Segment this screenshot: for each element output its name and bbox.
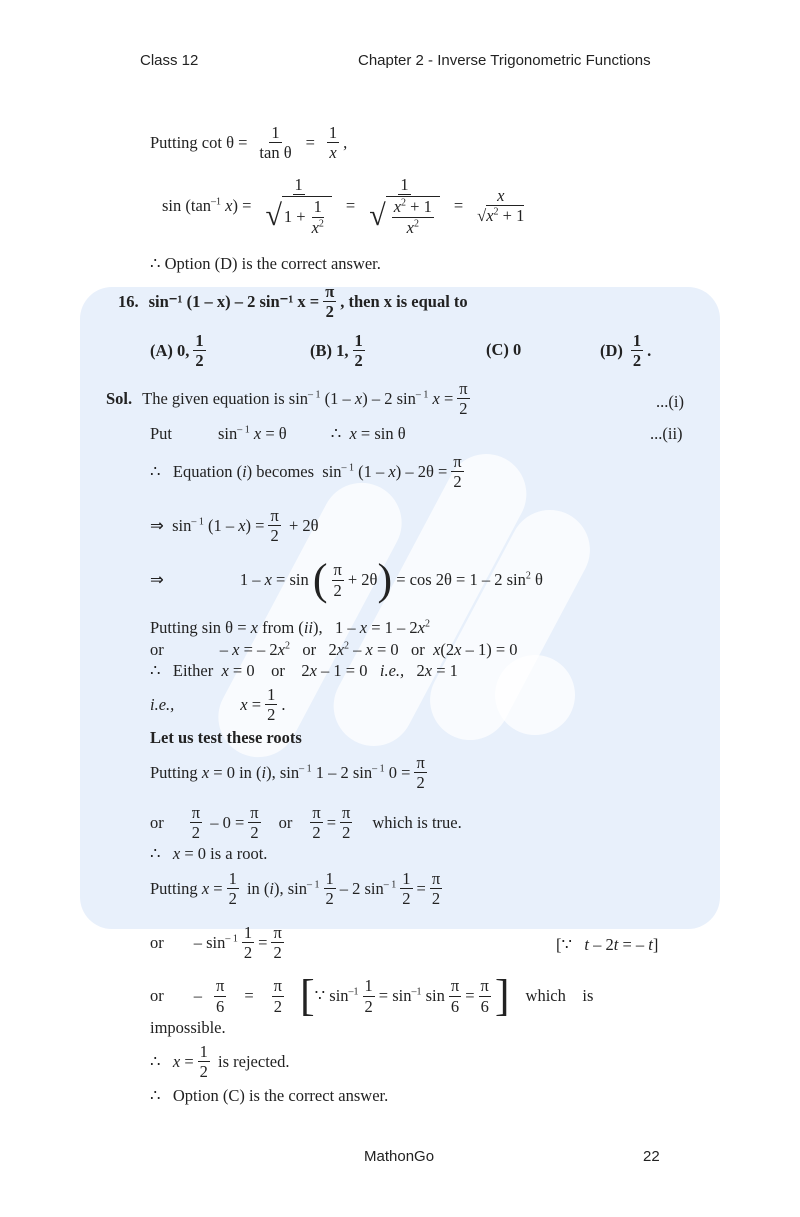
chapter-title: Chapter 2 - Inverse Trigonometric Functions <box>358 52 651 69</box>
sol-line-11: Putting x = 0 in (i), $\sin^{- 1} 1 - 2$ $\sin^{- 1} 0$ = $\frac{\pi}{2}$ <box>150 753 425 793</box>
fraction: $\frac{1}{\text{tan θ}}$ <box>259 123 292 163</box>
sol-line-2: Put $\sin^{- 1} x = \theta$ ∴ x = sin θ <box>150 424 406 443</box>
prev-line-cot: Putting cot θ = $\frac{1}{\text{tan θ}}$ = $\frac{1}{x}$ , <box>150 123 348 163</box>
fraction: $\frac{x}{√x^2 + 1}$ <box>477 186 525 226</box>
option-d: (D) $\frac{1}{2}$ . <box>600 331 652 371</box>
sol-line-8: ∴ Either x = 0 or 2x – 1 = 0 i.e., 2x = 1 <box>150 661 458 680</box>
option-a: (A) 0, $\frac{1}{2}$ <box>150 331 204 371</box>
class-label: Class 12 <box>140 52 199 69</box>
sol-line-12: or $\frac{\pi}{2}$ – 0 = $\frac{\pi}{2}$ or $\frac{\pi}{2}$ = $\frac{\pi}{2}$ which is true. <box>150 803 462 843</box>
question-16: 16. sin⁻¹ (1 – x) – 2 sin⁻¹ x = $\frac{\pi}{2}$ , then x is equal to <box>118 282 468 322</box>
sol-line-13: ∴ x = 0 is a root. <box>150 844 268 863</box>
option-c: (C) 0 <box>486 340 522 359</box>
text: Putting cot θ = <box>150 132 248 152</box>
equation-tag-ii: ...(ii) <box>650 424 683 443</box>
sol-line-14: Putting x = $\frac{1}{2}$ in (i), $\sin^{- 1}$ $\frac{1}{2}$ – 2 $\sin^{- 1}$ $\frac{1}{2}$ = $\frac{\pi}{2}$ <box>150 869 441 909</box>
sol-line-9: i.e., x = $\frac{1}{2}$ . <box>150 685 286 725</box>
sol-line-4: ⇒ $\sin^{- 1} (1 - x)$ = $\frac{\pi}{2}$ + 2θ <box>150 506 319 546</box>
option-b: (B) 1, $\frac{1}{2}$ <box>310 331 363 371</box>
fraction: $\frac{1}{x}$ <box>328 123 338 163</box>
sol-line-16b: impossible. <box>150 1018 226 1037</box>
fraction: 1 √ $\frac{x^2 + 1}{x^2}$ <box>367 176 442 236</box>
sol-line-3: ∴ Equation (i) becomes $\sin^{- 1} (1 - x) - 2\theta$ = $\frac{\pi}{2}$ <box>150 452 462 492</box>
sol-line-1: Sol. The given equation is $\sin^{- 1} (1 - x) - 2$ $\sin^{- 1} x$ = $\frac{\pi}{2}$ <box>106 379 468 419</box>
fraction: 1 √ 1 + $\frac{1}{x^2}$ <box>263 176 333 236</box>
sol-line-7: or – x = – $2x^2$ or $2x^2 - x = 0$ or x(2x – 1) = 0 <box>150 640 518 659</box>
equation-tag-i: ...(i) <box>656 392 684 411</box>
sol-line-17: ∴ x = $\frac{1}{2}$ is rejected. <box>150 1042 290 1082</box>
sol-line-6: Putting sin θ = x from (ii), $1 - x = 1 - 2x^2$ <box>150 618 430 637</box>
sol-line-16: or – $\frac{\pi}{6}$ = $\frac{\pi}{2}$ [ ∵ $\sin^{-1}$ $\frac{1}{2}$ = $\sin^{-1} \sin$ $\frac{\pi}{6}$ = $\frac{\pi}{6}$ ] which is <box>150 971 594 1020</box>
prev-line-sin-tan: $\sin (\tan^{-1}$ x) = 1 √ 1 + $\frac{1}{x^2}$ = 1 √ $\frac{x^2 + 1}{x^2}$ = $\frac{x}{√x^2 + 1}$ <box>162 175 525 237</box>
sol-line-15: or – $\sin^{- 1}$ $\frac{1}{2}$ = $\frac{\pi}{2}$ <box>150 923 282 963</box>
test-roots-heading: Let us test these roots <box>150 728 302 747</box>
note-t-minus-2t: [∵ t – 2t = – t] <box>556 935 659 954</box>
final-answer: ∴ Option (C) is the correct answer. <box>150 1086 389 1105</box>
page-number: 22 <box>643 1148 660 1165</box>
sol-line-5: ⇒ 1 – x = sin ( $\frac{\pi}{2}$ + 2θ ) = cos 2θ = 1 – 2 $\sin^2 \theta$ <box>150 555 543 604</box>
prev-conclusion: ∴ Option (D) is the correct answer. <box>150 254 381 273</box>
footer-brand: MathonGo <box>364 1148 435 1165</box>
